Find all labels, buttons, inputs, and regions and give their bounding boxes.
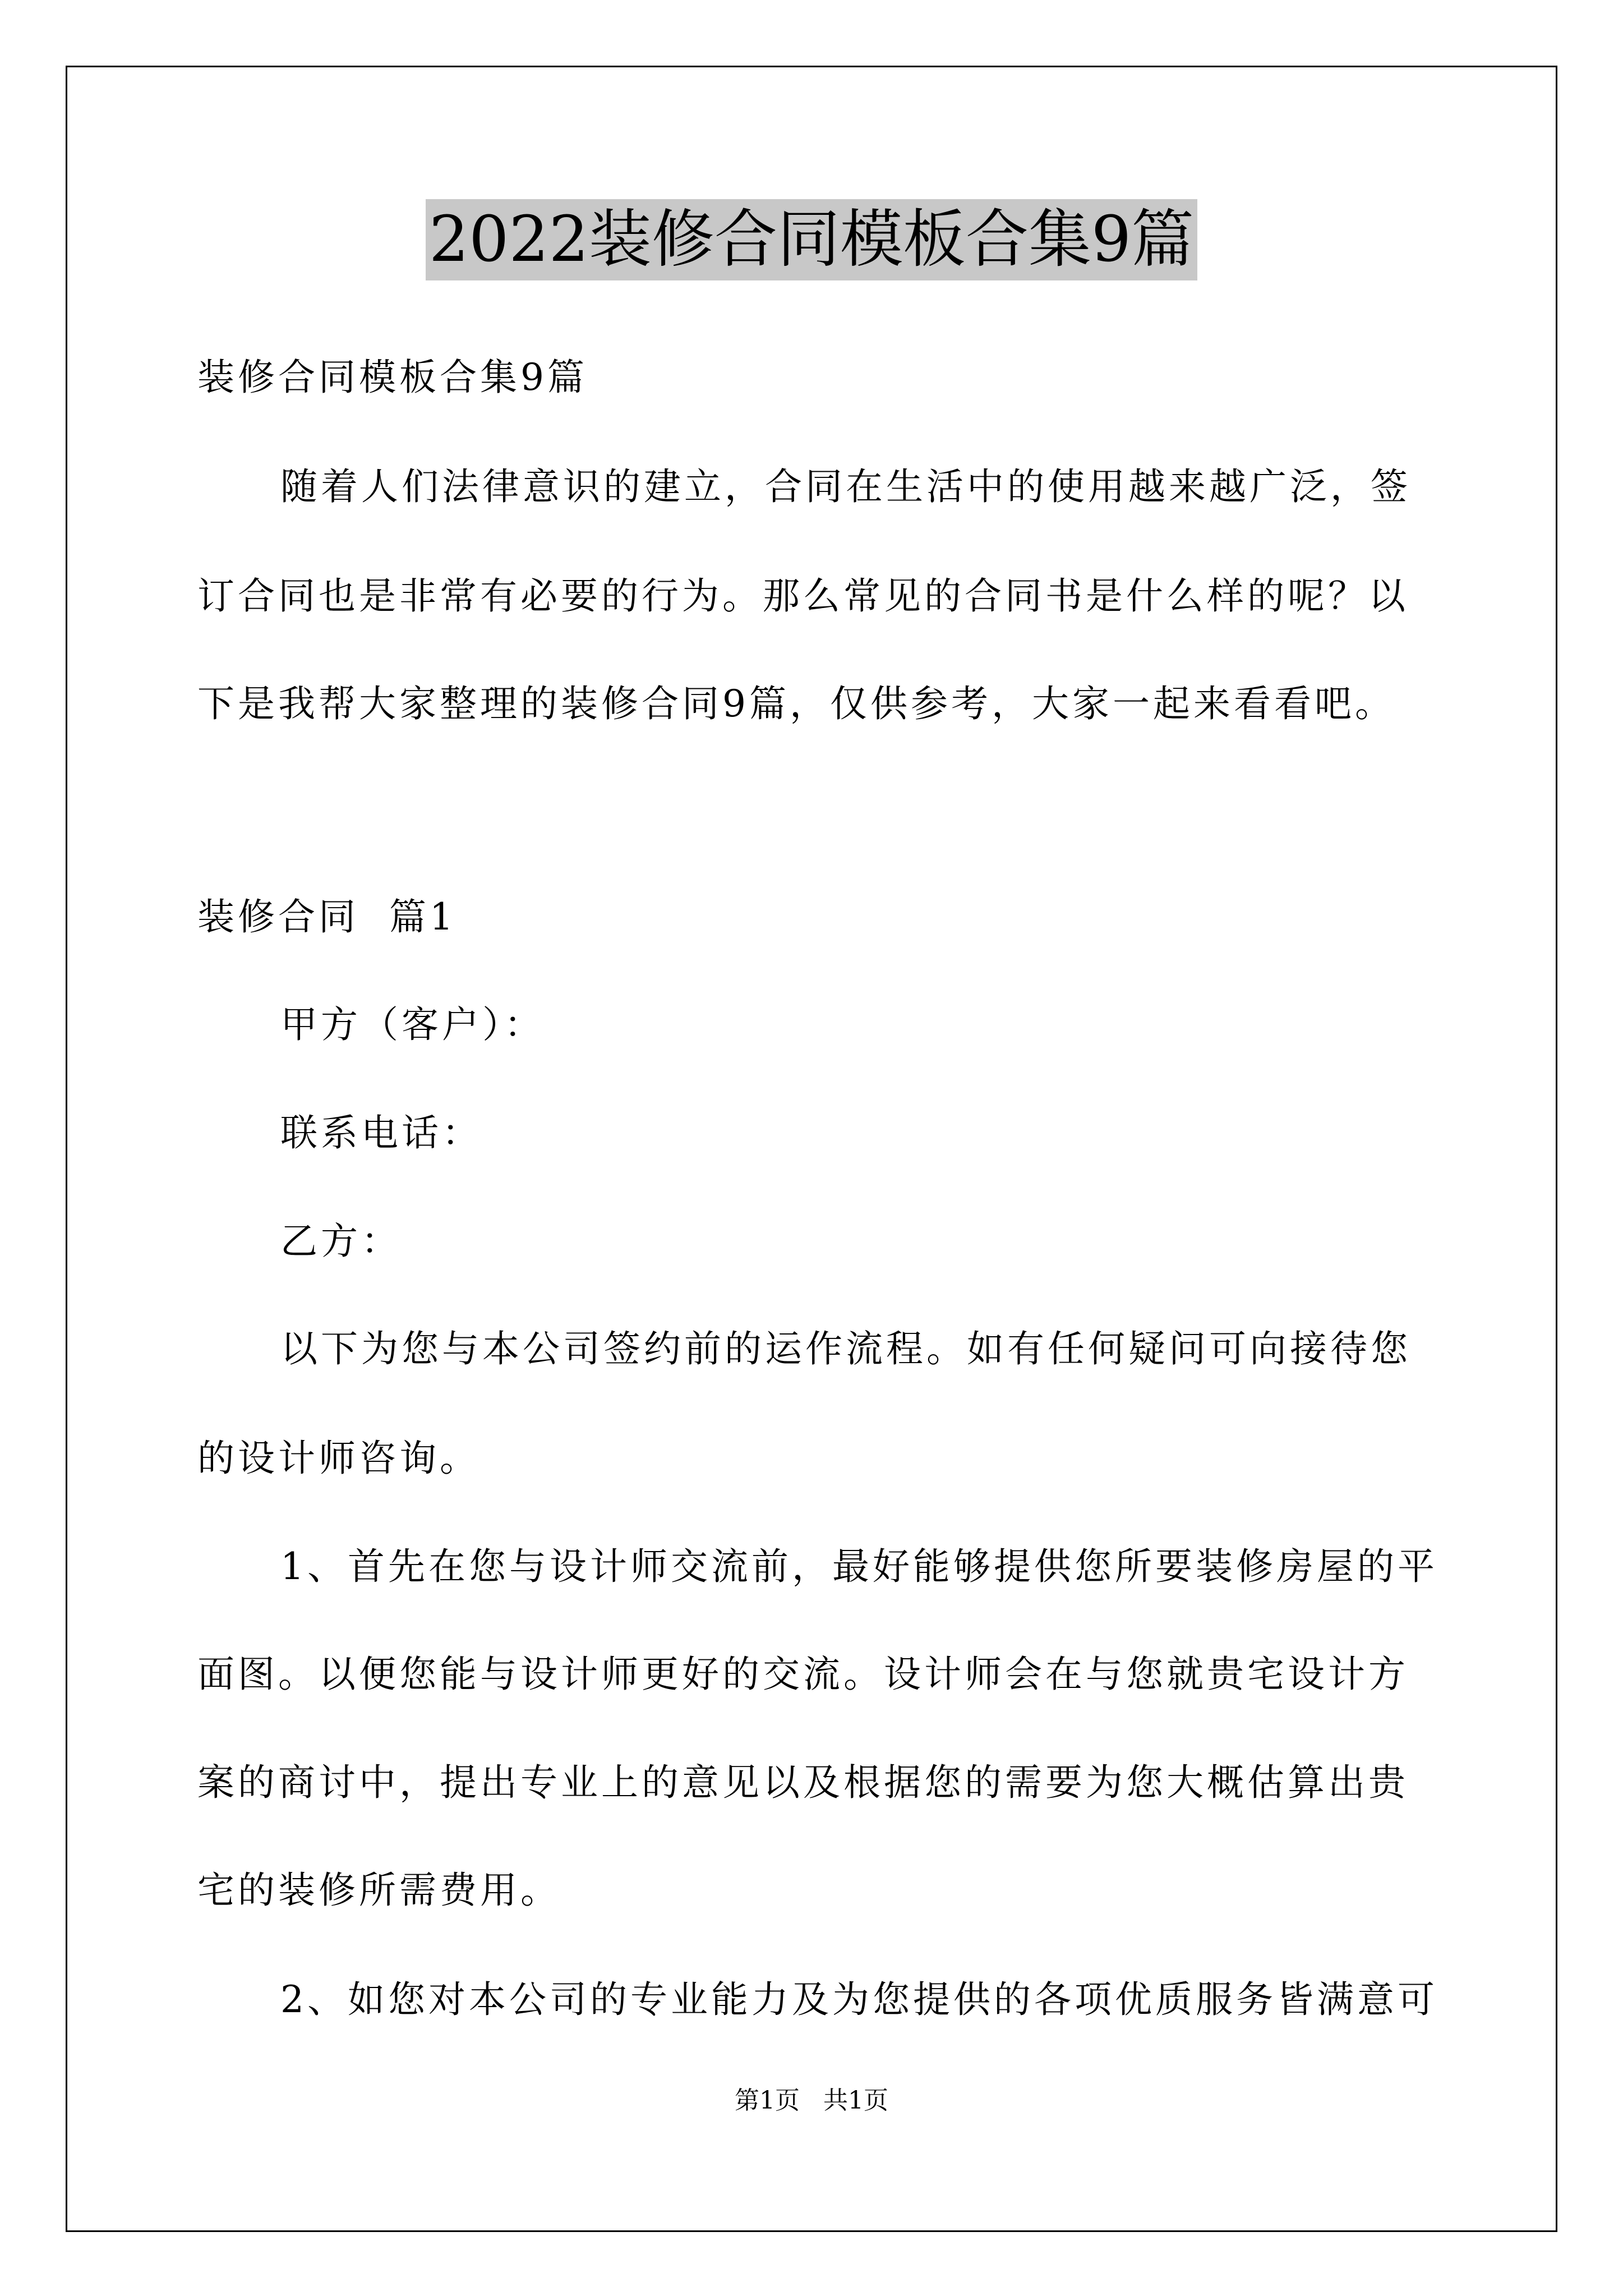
para3-line-1: 2、如您对本公司的专业能力及为您提供的各项优质服务皆满意可 <box>280 1978 1438 2021</box>
para2-line-4: 宅的装修所需费用。 <box>197 1869 561 1912</box>
para2-line-2: 面图。以便您能与设计师更好的交流。设计师会在与您就贵宅设计方 <box>197 1653 1409 1696</box>
document-title: 2022装修合同模板合集9篇 <box>426 199 1197 280</box>
party-b-label: 乙方： <box>280 1220 402 1263</box>
page-footer: 第1页 共1页 <box>735 2086 888 2115</box>
intro-line-3: 下是我帮大家整理的装修合同9篇，仅供参考，大家一起来看看吧。 <box>197 682 1395 725</box>
intro-line-1: 随着人们法律意识的建立，合同在生活中的使用越来越广泛，签 <box>280 465 1411 508</box>
para2-line-1: 1、首先在您与设计师交流前，最好能够提供您所要装修房屋的平 <box>280 1545 1438 1588</box>
para2-line-3: 案的商讨中，提出专业上的意见以及根据您的需要为您大概估算出贵 <box>197 1761 1409 1804</box>
section-heading: 装修合同 篇1 <box>197 895 457 938</box>
para1-line-1: 以下为您与本公司签约前的运作流程。如有任何疑问可向接待您 <box>280 1327 1411 1370</box>
document-subtitle: 装修合同模板合集9篇 <box>197 356 588 399</box>
intro-line-2: 订合同也是非常有必要的行为。那么常见的合同书是什么样的呢？以 <box>197 574 1409 618</box>
para1-line-2: 的设计师咨询。 <box>197 1437 480 1480</box>
party-a-label: 甲方（客户）： <box>280 1003 545 1046</box>
phone-label: 联系电话： <box>280 1111 482 1154</box>
title-container <box>0 199 1623 280</box>
